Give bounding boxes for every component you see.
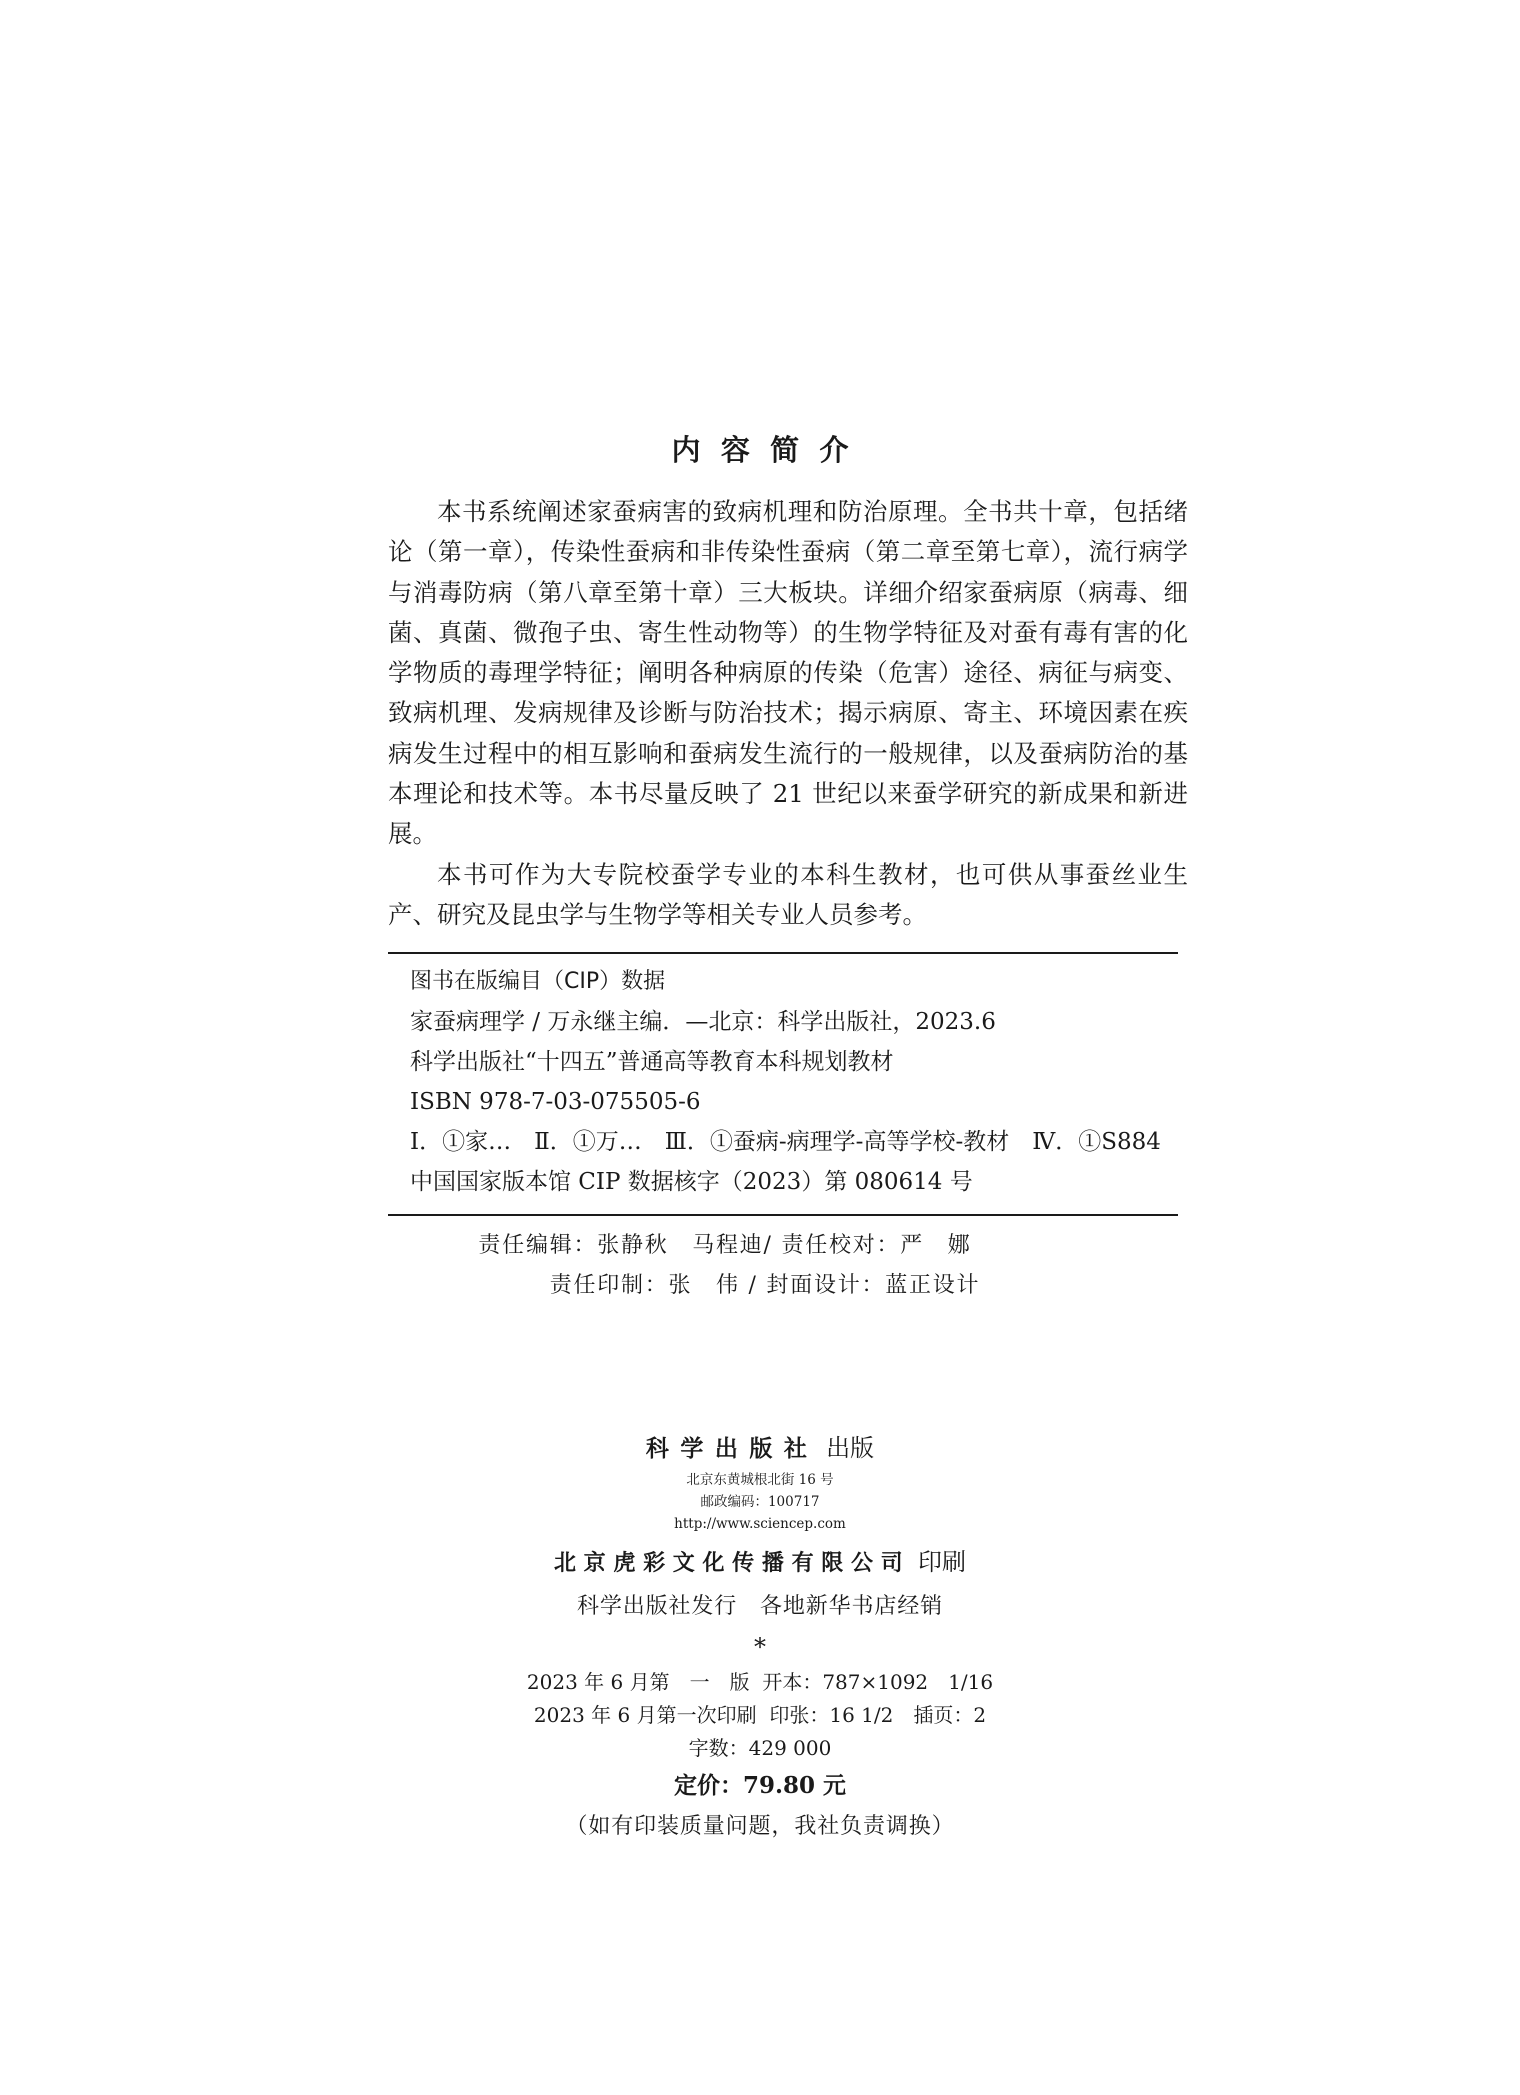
- publisher-website: http://www.sciencep.com: [674, 1516, 846, 1532]
- printing-line: [0, 1699, 1520, 1732]
- printing-date: 2023 年 6 月第一次印刷: [533, 1703, 757, 1727]
- edition-line: [0, 1666, 1520, 1699]
- word-count: 字数：429 000: [688, 1736, 832, 1760]
- postal-code: 邮政编码：100717: [700, 1494, 820, 1510]
- cip-book-line: 家蚕病理学 / 万永继主编．—北京：科学出版社，2023.6: [410, 1009, 996, 1035]
- cip-isbn: ISBN 978-7-03-075505-6: [410, 1089, 701, 1115]
- colophon: [0, 1428, 1520, 1847]
- cip-classification: Ⅰ．①家… Ⅱ．①万… Ⅲ．①蚕病-病理学-高等学校-教材 Ⅳ．①S884: [410, 1129, 1161, 1155]
- publisher-name: 科学出版社: [645, 1435, 819, 1462]
- editor-credits-line-2: 责任印制：张 伟 / 封面设计：蓝正设计: [549, 1273, 981, 1298]
- cip-heading: 图书在版编目（CIP）数据: [410, 969, 666, 994]
- publisher-line: [0, 1428, 1520, 1469]
- sheets-and-plates: 印张：16 1/2 插页：2: [769, 1703, 987, 1727]
- summary-paragraph-1: 本书系统阐述家蚕病害的致病机理和防治原理。全书共十章，包括绪论（第一章），传染性蚕病和非传染性蚕病（第二章至第七章），流行病学与消毒防病（第八章至第十章）三大板块。详细介绍家蚕病原（病毒、细菌、真菌、微孢子虫、寄生性动物等）的生物学特征及对蚕有毒有害的化学物质的毒理学特征；阐明各种病原的传染（危害）途径、病征与病变、致病机理、发病规律及诊断与防治技术；揭示病原、寄主、环境因素在疾病发生过程中的相互影响和蚕病发生流行的一般规律，以及蚕病防治的基本理论和技术等。本书尽量反映了 21 世纪以来蚕学研究的新成果和新进展。: [388, 497, 1188, 849]
- distribution-line: 科学出版社发行 各地新华书店经销: [576, 1594, 944, 1619]
- page-title: 内容简介: [671, 433, 869, 467]
- edition-date: 2023 年 6 月第 一 版: [526, 1670, 750, 1694]
- publisher-address: 北京东黄城根北街 16 号: [686, 1472, 834, 1488]
- cip-series-line: 科学出版社“十四五”普通高等教育本科规划教材: [410, 1049, 894, 1075]
- price: 定价：79.80 元: [673, 1772, 847, 1799]
- printer-name: 北京虎彩文化传播有限公司: [553, 1550, 911, 1576]
- separator-asterisk: *: [754, 1633, 766, 1661]
- summary-paragraph-2: 本书可作为大专院校蚕学专业的本科生教材，也可供从事蚕丝业生产、研究及昆虫学与生物学等相关专业人员参考。: [388, 859, 1188, 929]
- cip-number: 中国国家版本馆 CIP 数据核字（2023）第 080614 号: [410, 1169, 973, 1195]
- quality-notice: （如有印装质量问题，我社负责调换）: [565, 1814, 955, 1839]
- cip-data-block: [410, 962, 1190, 1202]
- format-size: 开本：787×1092 1/16: [762, 1670, 994, 1694]
- editor-credits-line-1: 责任编辑：张静秋 马程迪/ 责任校对：严 娜: [478, 1233, 972, 1258]
- publisher-suffix: 出版: [826, 1434, 875, 1462]
- printer-line: [0, 1539, 1520, 1586]
- cip-top-rule: [388, 952, 1178, 954]
- printer-suffix: 印刷: [918, 1548, 967, 1576]
- cip-bottom-rule: [388, 1214, 1178, 1216]
- editor-credits: [0, 1226, 1520, 1306]
- content-summary: [388, 492, 1188, 935]
